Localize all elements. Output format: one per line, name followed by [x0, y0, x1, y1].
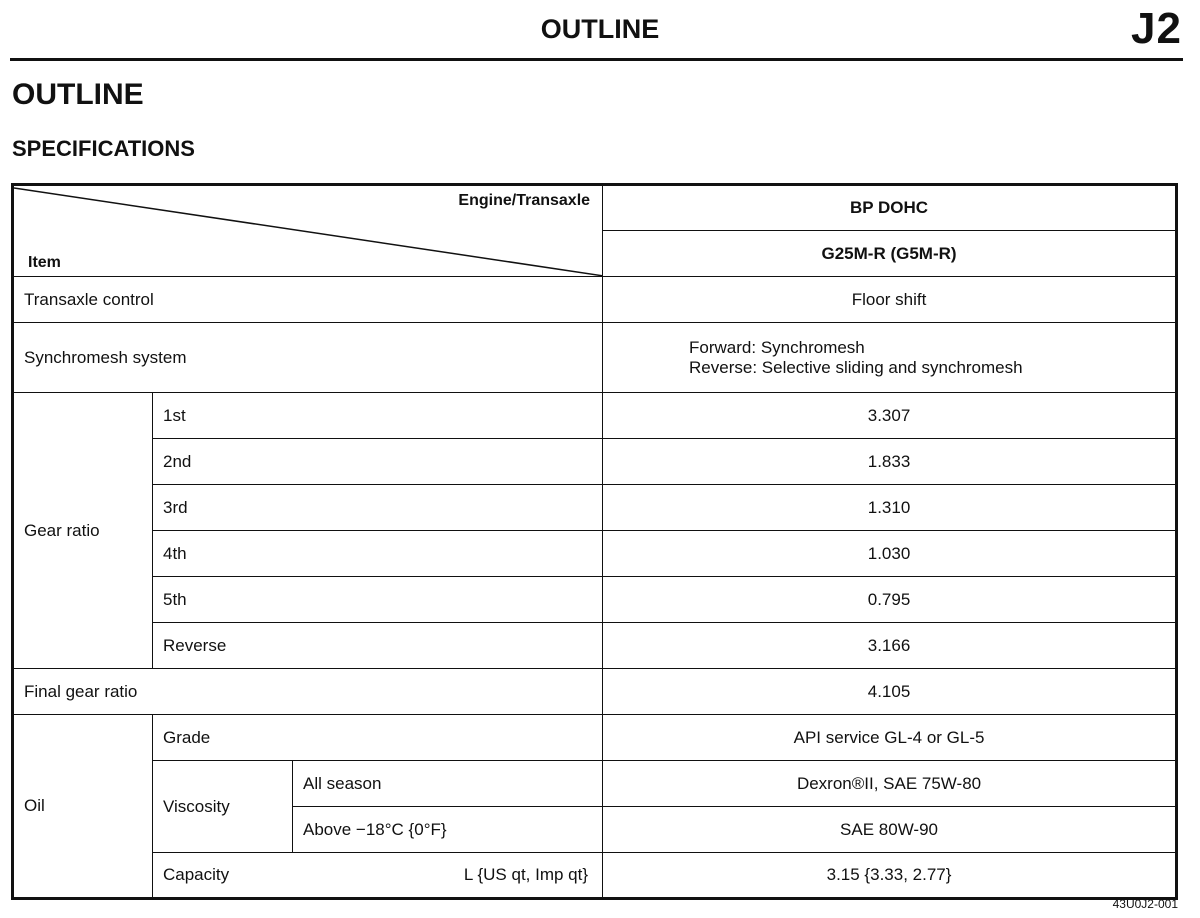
transaxle-control-value: Floor shift — [603, 277, 1177, 323]
gear-value: 3.307 — [603, 393, 1177, 439]
gear-name: 4th — [153, 531, 603, 577]
viscosity-above-label: Above −18°C {0°F} — [293, 807, 603, 853]
viscosity-above-value: SAE 80W-90 — [603, 807, 1177, 853]
page-header-title: OUTLINE — [540, 14, 660, 44]
gear-name: 2nd — [153, 439, 603, 485]
gear-value: 3.166 — [603, 623, 1177, 669]
capacity-value: 3.15 {3.33, 2.77} — [603, 853, 1177, 899]
gear-ratio-label: Gear ratio — [13, 393, 153, 669]
subsection-title: SPECIFICATIONS — [12, 136, 195, 161]
transaxle-control-label: Transaxle control — [13, 277, 603, 323]
synchromesh-forward: Forward: Synchromesh — [689, 337, 865, 357]
gear-name: 1st — [153, 393, 603, 439]
table-corner-cell — [13, 185, 603, 277]
engine-transaxle-label: Engine/Transaxle — [458, 192, 591, 209]
oil-label: Oil — [13, 715, 153, 899]
header-rule — [10, 58, 1183, 61]
viscosity-all-season-value: Dexron®II, SAE 75W-80 — [603, 761, 1177, 807]
final-gear-ratio-label: Final gear ratio — [13, 669, 603, 715]
oil-grade-value: API service GL-4 or GL-5 — [603, 715, 1177, 761]
gear-value: 1.030 — [603, 531, 1177, 577]
oil-grade-label: Grade — [153, 715, 603, 761]
item-label: Item — [28, 254, 61, 271]
synchromesh-label: Synchromesh system — [13, 323, 603, 393]
section-code: J2 — [1131, 4, 1182, 53]
capacity-unit: L {US qt, Imp qt} — [463, 865, 589, 884]
viscosity-all-season-label: All season — [293, 761, 603, 807]
gear-value: 1.310 — [603, 485, 1177, 531]
gear-name: Reverse — [153, 623, 603, 669]
figure-code: 43U0J2-001 — [1112, 897, 1178, 911]
viscosity-label: Viscosity — [153, 761, 293, 853]
capacity-cell — [153, 853, 603, 899]
final-gear-ratio-value: 4.105 — [603, 669, 1177, 715]
specifications-table — [11, 183, 1178, 900]
engine-header: BP DOHC — [603, 185, 1177, 231]
gear-name: 5th — [153, 577, 603, 623]
capacity-label: Capacity — [163, 865, 230, 884]
gear-value: 1.833 — [603, 439, 1177, 485]
synchromesh-value — [603, 323, 1177, 393]
section-title: OUTLINE — [12, 78, 144, 111]
gear-name: 3rd — [153, 485, 603, 531]
transaxle-header: G25M-R (G5M-R) — [603, 231, 1177, 277]
gear-value: 0.795 — [603, 577, 1177, 623]
synchromesh-reverse: Reverse: Selective sliding and synchromesh — [689, 357, 1023, 377]
